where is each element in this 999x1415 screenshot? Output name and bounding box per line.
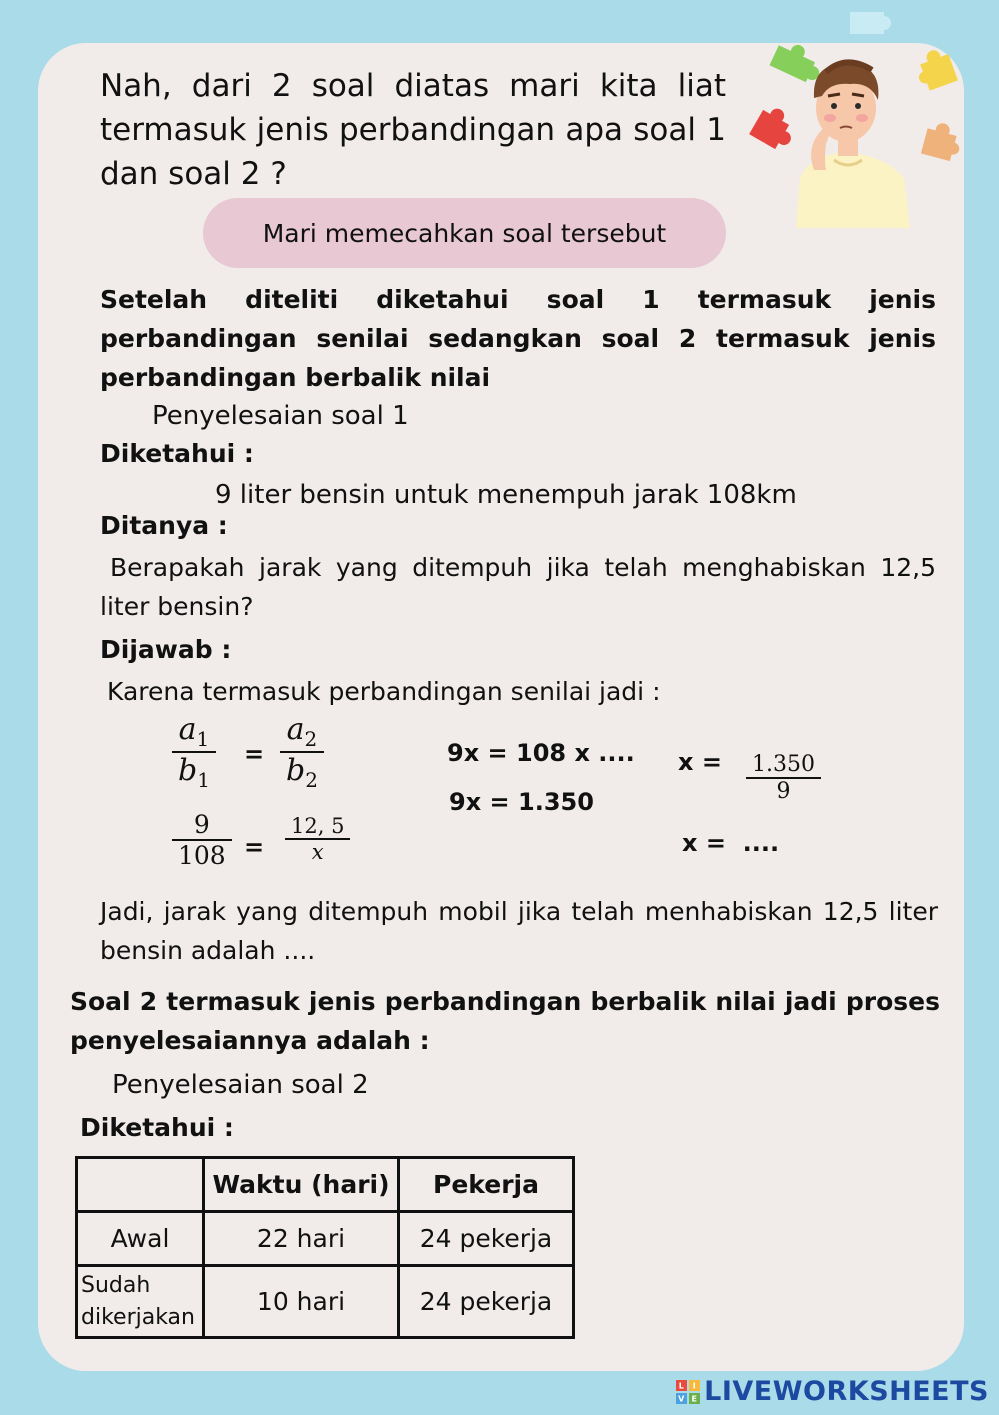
x-label: x =	[678, 748, 722, 776]
soal1-dijawab-label: Dijawab :	[100, 635, 232, 664]
soal1-dijawab-text: Karena termasuk perbandingan senilai jadi :	[107, 677, 661, 706]
logo-letter-e: E	[691, 1394, 698, 1403]
soal1-ditanya-label: Ditanya :	[100, 511, 228, 540]
soal1-conclusion: Jadi, jarak yang ditempuh mobil jika telah menhabiskan 12,5 liter bensin adalah ....	[100, 897, 938, 965]
table-row	[77, 1212, 574, 1266]
thinking-boy-illustration	[786, 48, 916, 228]
table-header-cell: Pekerja	[399, 1158, 574, 1212]
fraction-a1-b1: $a_1$ $b_1$	[172, 712, 216, 792]
brand-name: LIVEWORKSHEETS	[704, 1376, 989, 1407]
logo-letter-l: L	[678, 1381, 685, 1390]
fraction-a2-b2: $a_2$ $b_2$	[280, 712, 324, 792]
soal2-title: Penyelesaian soal 2	[112, 1070, 369, 1100]
table-cell: 10 hari	[204, 1266, 399, 1338]
liveworksheets-logo-icon	[676, 1380, 700, 1404]
logo-letter-v: V	[678, 1394, 686, 1403]
puzzle-piece-blue-icon	[838, 4, 898, 42]
table-header-row	[77, 1158, 574, 1212]
fraction-1350-9: 1.350 9	[746, 752, 821, 804]
step-2: 9x = 1.350	[449, 788, 594, 816]
table-cell: Sudah dikerjakan	[77, 1266, 204, 1338]
equals-sign-1: =	[244, 740, 265, 768]
soal1-ditanya-text: Berapakah jarak yang ditempuh jika telah menghabiskan 12,5 liter bensin?	[100, 553, 936, 621]
section-banner: Mari memecahkan soal tersebut	[203, 198, 726, 268]
fraction-12-5-x: 12, 5 x	[285, 814, 350, 864]
table-header-cell	[77, 1158, 204, 1212]
x-result: x = ....	[682, 829, 780, 857]
soal1-title: Penyelesaian soal 1	[152, 401, 409, 431]
table-cell: 22 hari	[204, 1212, 399, 1266]
table-cell: 24 pekerja	[399, 1212, 574, 1266]
soal2-diketahui-label: Diketahui :	[80, 1113, 234, 1142]
liveworksheets-logo	[676, 1376, 989, 1407]
soal1-diketahui-text: 9 liter bensin untuk menempuh jarak 108km	[215, 480, 797, 510]
table-cell: 24 pekerja	[399, 1266, 574, 1338]
table-header-cell: Waktu (hari)	[204, 1158, 399, 1212]
page-heading: Nah, dari 2 soal diatas mari kita liat termasuk jenis perbandingan apa soal 1 dan soal 2 ?	[100, 68, 726, 192]
table-cell: Awal	[77, 1212, 204, 1266]
step-1: 9x = 108 x ....	[447, 739, 635, 767]
puzzle-piece-yellow-icon	[912, 44, 968, 100]
soal2-intro: Soal 2 termasuk jenis perbandingan berbalik nilai jadi proses penyelesaiannya adalah :	[70, 987, 940, 1055]
fraction-9-108: 9 108	[172, 810, 232, 870]
table-row	[77, 1266, 574, 1338]
soal1-diketahui-label: Diketahui :	[100, 439, 254, 468]
equals-sign-2: =	[244, 833, 265, 861]
intro-paragraph: Setelah diteliti diketahui soal 1 termasuk jenis perbandingan senilai sedangkan soal 2 termasuk jenis perbandingan berbalik nilai	[100, 285, 936, 392]
puzzle-piece-orange-icon	[912, 118, 968, 170]
soal2-data-table	[75, 1156, 575, 1339]
logo-letter-i: I	[692, 1381, 697, 1390]
